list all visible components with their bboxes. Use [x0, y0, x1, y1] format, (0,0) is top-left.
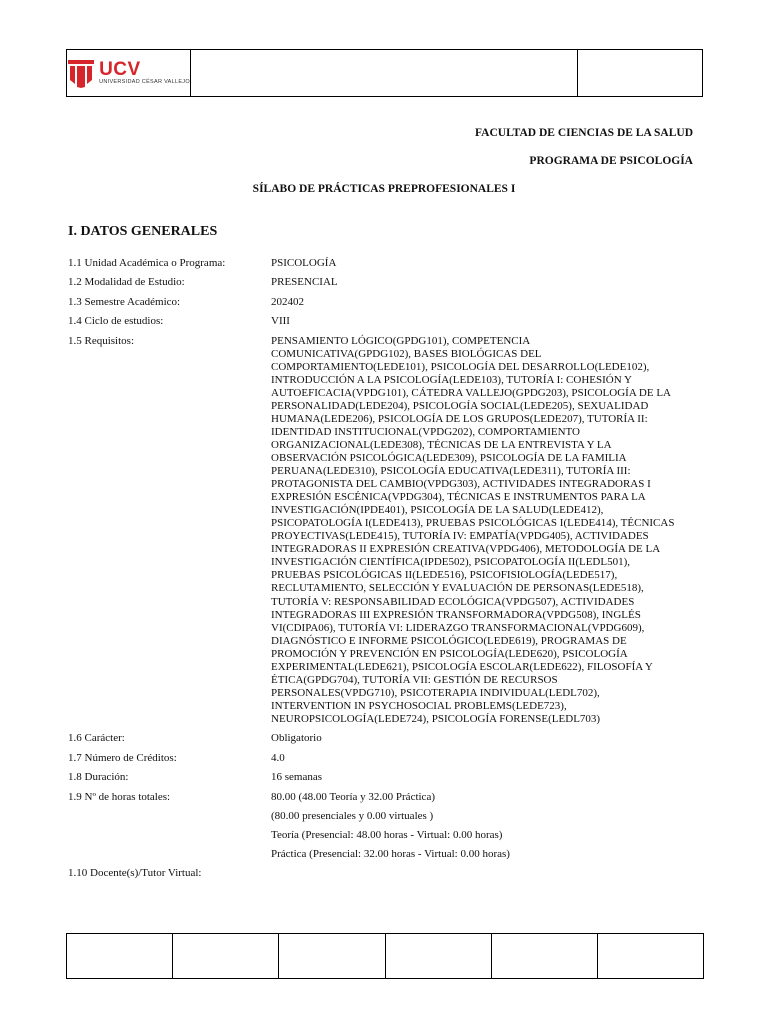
field-label: 1.3 Semestre Académico: — [68, 295, 181, 308]
field-row-unidad — [68, 257, 708, 270]
field-value: 4.0 — [271, 751, 285, 764]
field-row-requisitos — [68, 335, 708, 726]
ucv-shield-icon — [67, 58, 95, 88]
requisite-line: PENSAMIENTO LÓGICO(GPDG101), COMPETENCIA — [271, 334, 531, 347]
requisite-line: NEUROPSICOLOGÍA(LEDE724), PSICOLOGÍA FORENSE(LEDL703) — [271, 712, 601, 725]
requisite-line: COMUNICATIVA(GPDG102), BASES BIOLÓGICAS DEL — [271, 347, 542, 360]
field-label: 1.9 Nº de horas totales: — [68, 790, 171, 803]
field-row-duracion — [68, 771, 708, 784]
logo-cell — [67, 50, 191, 96]
signature-cell — [67, 934, 173, 978]
field-value: 16 semanas — [271, 771, 323, 784]
requisite-line: PRUEBAS PSICOLÓGICAS II(LEDE516), PSICOFISIOLOGÍA(LEDE517), — [271, 569, 618, 582]
syllabus-title: SÍLABO DE PRÁCTICAS PREPROFESIONALES I — [252, 183, 516, 195]
requisite-line: PERSONALES(VPDG710), PSICOTERAPIA INDIVIDUAL(LEDL702), — [271, 686, 600, 699]
program-heading: PROGRAMA DE PSICOLOGÍA — [529, 155, 693, 167]
requisite-line: VI(CDIPA06), TUTORÍA VI: LIDERAZGO TRANSFORMACIONAL(VPDG609), — [271, 621, 645, 634]
field-row-modalidad — [68, 276, 708, 289]
requisite-line: INTRODUCCIÓN A LA PSICOLOGÍA(LEDE103), TUTORÍA I: COHESIÓN Y — [271, 373, 632, 386]
field-value: VIII — [271, 315, 290, 328]
hours-theory: Teoría (Presencial: 48.00 horas - Virtual: 0.00 horas) — [271, 828, 503, 841]
field-row-semestre — [68, 296, 708, 309]
field-value: PRESENCIAL — [271, 276, 338, 289]
faculty-heading: FACULTAD DE CIENCIAS DE LA SALUD — [474, 127, 693, 139]
field-label: 1.5 Requisitos: — [68, 334, 135, 347]
header-center-cell — [191, 50, 578, 96]
field-row-ciclo — [68, 315, 708, 328]
field-row-caracter — [68, 732, 708, 745]
requisite-line: PERUANA(LEDE310), PSICOLOGÍA EDUCATIVA(LEDE311), TUTORÍA III: — [271, 465, 631, 478]
field-label: 1.2 Modalidad de Estudio: — [68, 276, 185, 289]
requisite-line: TUTORÍA V: RESPONSABILIDAD ECOLÓGICA(VPDG507), ACTIVIDADES — [271, 595, 635, 608]
field-row-horas — [68, 791, 708, 861]
general-data-list — [68, 257, 708, 886]
requisite-line: INTERVENTION IN PSYCHOSOCIAL PROBLEMS(LEDE723), — [271, 699, 567, 712]
requisite-line: PSICOPATOLOGÍA I(LEDE413), PRUEBAS PSICOLÓGICAS I(LEDE414), TÉCNICAS — [271, 517, 675, 530]
field-label: 1.4 Ciclo de estudios: — [68, 315, 164, 328]
field-value-group — [271, 791, 708, 861]
signature-cell — [492, 934, 598, 978]
field-row-docente — [68, 867, 708, 880]
field-label: 1.8 Duración: — [68, 771, 129, 784]
field-value: Obligatorio — [271, 732, 322, 745]
header-right-cell — [578, 50, 702, 96]
requisite-line: INVESTIGACIÓN CIENTÍFICA(IPDE502), PSICOPATOLOGÍA II(LEDL501), — [271, 556, 631, 569]
field-value — [271, 867, 708, 880]
hours-practice: Práctica (Presencial: 32.00 horas - Virtual: 0.00 horas) — [271, 847, 510, 860]
field-label: 1.6 Carácter: — [68, 732, 125, 745]
field-row-creditos — [68, 752, 708, 765]
hours-total: 80.00 (48.00 Teoría y 32.00 Práctica) — [271, 790, 435, 803]
field-value: PSICOLOGÍA — [271, 257, 337, 269]
signature-cell — [173, 934, 279, 978]
requisite-line: PROYECTIVAS(LEDE415), TUTORÍA IV: EMPATÍA(VPDG405), ACTIVIDADES — [271, 530, 649, 543]
ucv-logo-icon — [67, 58, 190, 88]
hours-modality: (80.00 presenciales y 0.00 virtuales ) — [271, 809, 434, 822]
field-value: 202402 — [271, 295, 304, 308]
signature-cell — [598, 934, 703, 978]
document-header — [66, 49, 703, 97]
requisite-line: DIAGNÓSTICO E INFORME PSICOLÓGICO(LEDE619), PROGRAMAS DE — [271, 634, 627, 647]
logo-subtitle: UNIVERSIDAD CÉSAR VALLEJO — [99, 79, 190, 86]
requisite-line: INVESTIGACIÓN(IPDE401), PSICOLOGÍA DE LA SALUD(LEDE412), — [271, 504, 604, 517]
requisites-value — [271, 335, 708, 726]
requisite-line: ORGANIZACIONAL(LEDE308), TÉCNICAS DE LA ENTREVISTA Y LA — [271, 438, 612, 451]
requisite-line: PROTAGONISTA DEL CAMBIO(VPDG303), ACTIVIDADES INTEGRADORAS I — [271, 478, 651, 491]
requisite-line: OBSERVACIÓN PSICOLÓGICA(LEDE309), PSICOLOGÍA DE LA FAMILIA — [271, 451, 627, 464]
signature-table — [66, 933, 704, 979]
requisite-line: INTEGRADORAS III EXPRESIÓN TRANSFORMADORA(VPDG508), INGLÉS — [271, 608, 641, 621]
requisite-line: ÉTICA(GPDG704), TUTORÍA VII: GESTIÓN DE RECURSOS — [271, 673, 558, 686]
requisite-line: PERSONALIDAD(LEDE204), PSICOLOGÍA SOCIAL(LEDE205), SEXUALIDAD — [271, 399, 649, 412]
field-label: 1.1 Unidad Académica o Programa: — [68, 257, 226, 269]
section-title: I. DATOS GENERALES — [68, 224, 218, 239]
requisite-line: PROMOCIÓN Y PREVENCIÓN EN PSICOLOGÍA(LEDE620), PSICOLOGÍA — [271, 647, 628, 660]
logo-wordmark: UCV — [99, 59, 141, 81]
field-label: 1.10 Docente(s)/Tutor Virtual: — [68, 866, 202, 879]
signature-cell — [279, 934, 385, 978]
requisite-line: COMPORTAMIENTO(LEDE101), PSICOLOGÍA DEL DESARROLLO(LEDE102), — [271, 360, 650, 373]
requisite-line: RECLUTAMIENTO, SELECCIÓN Y EVALUACIÓN DE PERSONAS(LEDE518), — [271, 582, 644, 595]
requisite-line: INTEGRADORAS II EXPRESIÓN CREATIVA(VPDG406), METODOLOGÍA DE LA — [271, 543, 661, 556]
requisite-line: AUTOEFICACIA(VPDG101), CÁTEDRA VALLEJO(GPDG203), PSICOLOGÍA DE LA — [271, 386, 671, 399]
field-label: 1.7 Número de Créditos: — [68, 751, 177, 764]
requisite-line: EXPRESIÓN ESCÉNICA(VPDG304), TÉCNICAS E INSTRUMENTOS PARA LA — [271, 491, 646, 504]
signature-cell — [386, 934, 492, 978]
requisite-line: HUMANA(LEDE206), PSICOLOGÍA DE LOS GRUPOS(LEDE207), TUTORÍA II: — [271, 412, 648, 425]
requisite-line: IDENTIDAD INSTITUCIONAL(VPDG202), COMPORTAMIENTO — [271, 425, 580, 438]
requisite-line: EXPERIMENTAL(LEDE621), PSICOLOGÍA ESCOLAR(LEDE622), FILOSOFÍA Y — [271, 660, 653, 673]
